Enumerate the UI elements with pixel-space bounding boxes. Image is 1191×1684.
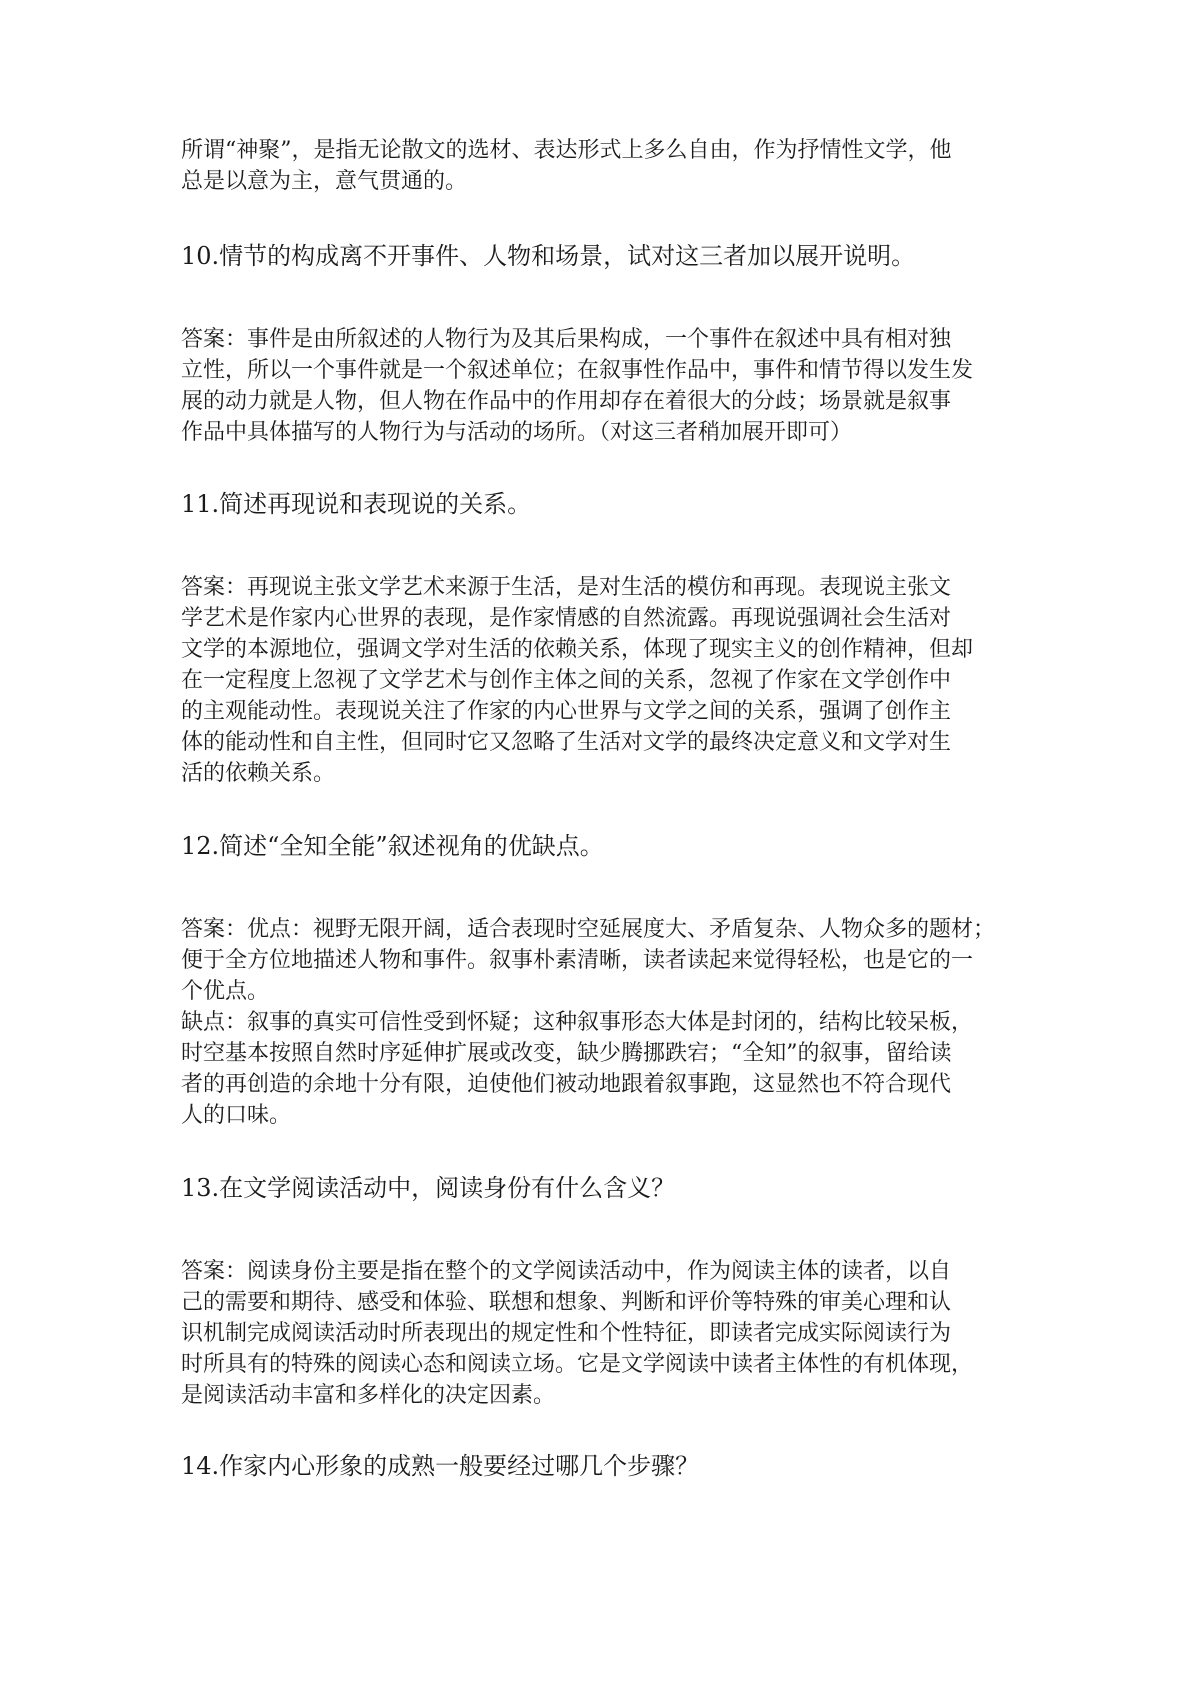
answer-line: 己的需要和期待、感受和体验、联想和想象、判断和评价等特殊的审美心理和认 (181, 1290, 952, 1315)
answer-line: 人的口味。 (181, 1103, 292, 1128)
question-11: 11.简述再现说和表现说的关系。 (181, 490, 532, 518)
answer-line: 作品中具体描写的人物行为与活动的场所。（对这三者稍加展开即可） (181, 420, 853, 445)
answer-line: 答案：事件是由所叙述的人物行为及其后果构成，一个事件在叙述中具有相对独 (181, 327, 952, 352)
answer-line: 活的依赖关系。 (181, 761, 336, 786)
answer-line: 答案：再现说主张文学艺术来源于生活，是对生活的模仿和再现。表现说主张文 (181, 575, 952, 600)
question-12: 12.简述“全知全能”叙述视角的优缺点。 (181, 832, 604, 860)
answer-line: 识机制完成阅读活动时所表现出的规定性和个性特征，即读者完成实际阅读行为 (181, 1321, 952, 1346)
intro-line: 总是以意为主，意气贯通的。 (181, 169, 468, 194)
answer-line: 是阅读活动丰富和多样化的决定因素。 (181, 1383, 556, 1408)
answer-line: 展的动力就是人物，但人物在作品中的作用却存在着很大的分歧；场景就是叙事 (181, 389, 952, 414)
answer-line: 答案：优点：视野无限开阔，适合表现时空延展度大、矛盾复杂、人物众多的题材； (181, 917, 996, 942)
answer-line: 便于全方位地描述人物和事件。叙事朴素清晰，读者读起来觉得轻松，也是它的一 (181, 948, 974, 973)
answer-10 (181, 324, 1041, 448)
answer-12 (181, 914, 1041, 1131)
answer-line: 的主观能动性。表现说关注了作家的内心世界与文学之间的关系，强调了创作主 (181, 699, 952, 724)
intro-line: 所谓“神聚”，是指无论散文的选材、表达形式上多么自由，作为抒情性文学，他 (181, 138, 952, 163)
answer-13 (181, 1256, 1041, 1411)
answer-line: 时空基本按照自然时序延伸扩展或改变，缺少腾挪跌宕；“全知”的叙事，留给读 (181, 1041, 952, 1066)
answer-line: 时所具有的特殊的阅读心态和阅读立场。它是文学阅读中读者主体性的有机体现， (181, 1352, 974, 1377)
question-14: 14.作家内心形象的成熟一般要经过哪几个步骤？ (181, 1452, 700, 1480)
answer-line: 在一定程度上忽视了文学艺术与创作主体之间的关系，忽视了作家在文学创作中 (181, 668, 952, 693)
answer-line: 个优点。 (181, 979, 270, 1004)
intro-paragraph (181, 135, 1041, 197)
answer-line: 文学的本源地位，强调文学对生活的依赖关系，体现了现实主义的创作精神，但却 (181, 637, 974, 662)
answer-line: 立性，所以一个事件就是一个叙述单位；在叙事性作品中，事件和情节得以发生发 (181, 358, 974, 383)
answer-line: 缺点：叙事的真实可信性受到怀疑；这种叙事形态大体是封闭的，结构比较呆板， (181, 1010, 974, 1035)
answer-line: 学艺术是作家内心世界的表现，是作家情感的自然流露。再现说强调社会生活对 (181, 606, 952, 631)
answer-line: 答案：阅读身份主要是指在整个的文学阅读活动中，作为阅读主体的读者，以自 (181, 1259, 952, 1284)
question-10: 10.情节的构成离不开事件、人物和场景，试对这三者加以展开说明。 (181, 242, 916, 270)
answer-11 (181, 572, 1041, 789)
answer-line: 体的能动性和自主性，但同时它又忽略了生活对文学的最终决定意义和文学对生 (181, 730, 952, 755)
question-13: 13.在文学阅读活动中，阅读身份有什么含义？ (181, 1174, 676, 1202)
answer-line: 者的再创造的余地十分有限，迫使他们被动地跟着叙事跑，这显然也不符合现代 (181, 1072, 952, 1097)
